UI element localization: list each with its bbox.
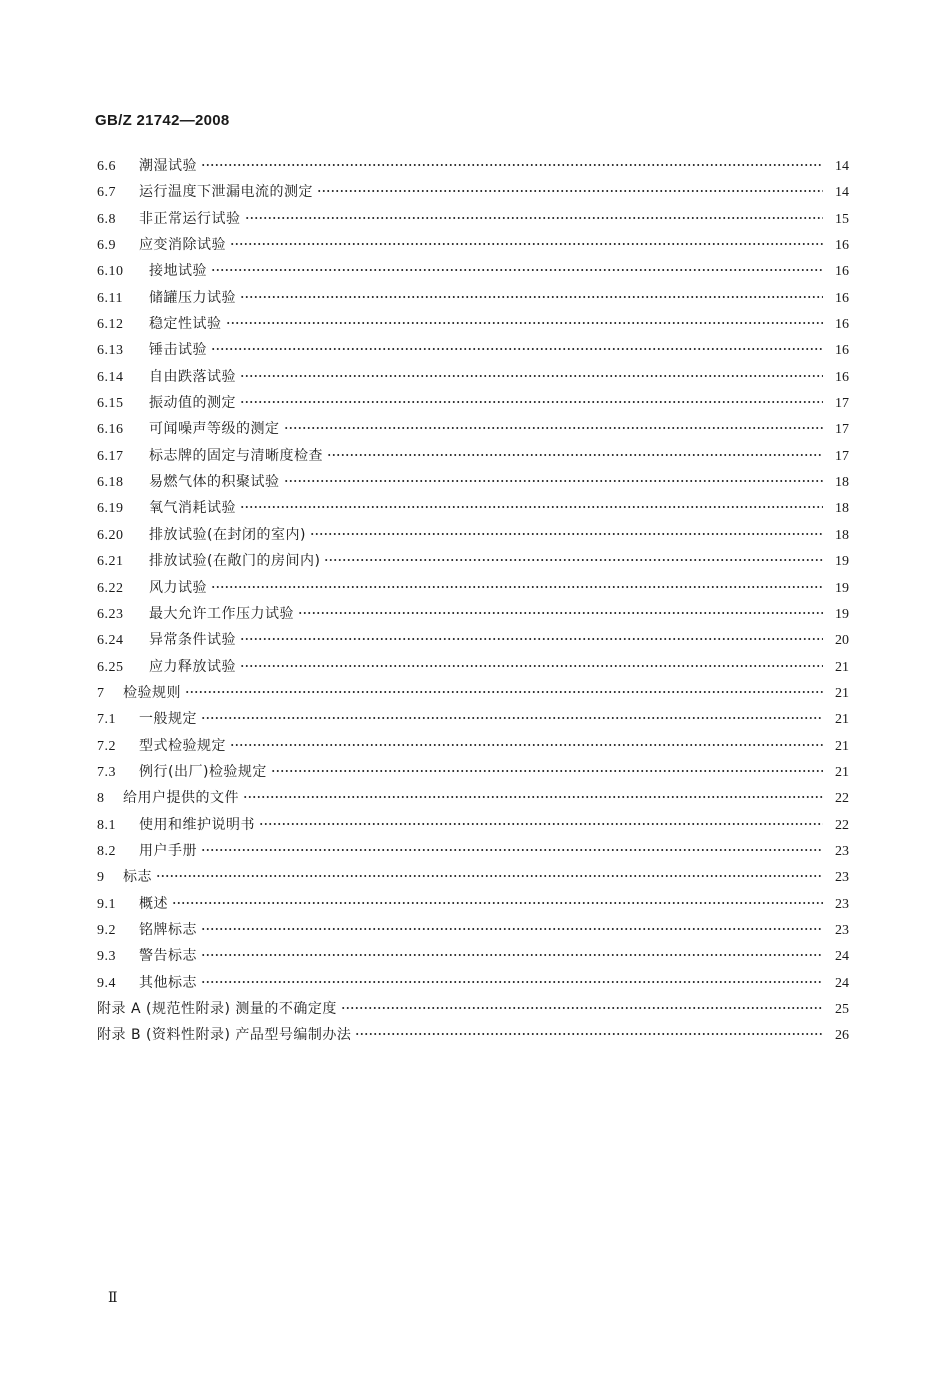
toc-entry-page: 25: [835, 1002, 849, 1017]
toc-entry-title: 可闻噪声等级的测定: [149, 421, 280, 438]
toc-entry-title: 排放试验(在敞门的房间内): [149, 553, 321, 570]
toc-entry-page: 23: [835, 922, 849, 938]
toc-entry-title: 附录 A (规范性附录) 测量的不确定度: [97, 1001, 337, 1017]
toc-entry-page: 16: [835, 369, 849, 385]
toc-entry-title: 一般规定: [139, 711, 197, 728]
toc-entry-number: 6.14: [97, 369, 124, 385]
toc-dot-leader: [245, 209, 824, 223]
toc-entry-page: 17: [835, 422, 849, 438]
toc-entry-number: 9: [97, 870, 105, 886]
toc-entry: [97, 235, 849, 261]
toc-entry-page: 18: [835, 475, 849, 491]
toc-entry: [97, 709, 849, 735]
toc-entry-page: 24: [835, 949, 849, 965]
toc-entry-page: 16: [835, 264, 849, 280]
toc-entry: [97, 1025, 849, 1051]
toc-entry-number: 7.2: [97, 738, 116, 754]
page-number: Ⅱ: [108, 1291, 118, 1306]
toc-entry-number: 6.15: [97, 396, 124, 412]
toc-dot-leader: [284, 419, 824, 433]
toc-dot-leader: [156, 867, 823, 881]
toc-dot-leader: [240, 498, 823, 512]
toc-entry-title: 例行(出厂)检验规定: [139, 763, 267, 780]
toc-dot-leader: [240, 630, 823, 644]
toc-entry-title: 运行温度下泄漏电流的测定: [139, 184, 313, 201]
toc-entry-number: 8.1: [97, 817, 116, 833]
toc-entry-number: 9.3: [97, 949, 116, 965]
toc-dot-leader: [201, 973, 823, 987]
toc-entry-page: 24: [835, 975, 849, 991]
toc-entry-page: 22: [835, 817, 849, 833]
toc-entry: [97, 973, 849, 999]
toc-dot-leader: [243, 788, 823, 802]
document-header: GB/Z 21742—2008: [95, 112, 230, 129]
toc-entry-number: 9.2: [97, 922, 116, 938]
toc-entry-page: 21: [835, 685, 849, 701]
toc-entry: [97, 551, 849, 577]
toc-dot-leader: [201, 920, 823, 934]
toc-dot-leader: [172, 894, 823, 908]
toc-entry: [97, 314, 849, 340]
toc-entry: [97, 867, 849, 893]
toc-entry: [97, 999, 849, 1025]
toc-dot-leader: [201, 946, 823, 960]
toc-entry-number: 6.19: [97, 501, 124, 517]
toc-entry: [97, 419, 849, 445]
toc-entry-title: 异常条件试验: [149, 632, 236, 649]
toc-entry: [97, 288, 849, 314]
toc-entry-title: 氧气消耗试验: [149, 500, 236, 517]
toc-entry-title: 潮湿试验: [139, 158, 197, 174]
toc-entry: [97, 182, 849, 208]
toc-entry-number: 6.12: [97, 317, 124, 333]
toc-entry-page: 16: [835, 290, 849, 306]
toc-entry-title: 铭牌标志: [139, 921, 197, 938]
toc-entry-number: 8: [97, 791, 105, 807]
toc-entry: [97, 657, 849, 683]
toc-entry-page: 16: [835, 343, 849, 359]
toc-entry-title: 应力释放试验: [149, 658, 236, 675]
toc-dot-leader: [201, 156, 823, 170]
toc-entry-number: 6.22: [97, 580, 124, 596]
toc-dot-leader: [317, 182, 823, 196]
toc-dot-leader: [240, 288, 823, 302]
toc-entry-number: 6.13: [97, 343, 124, 359]
toc-entry-title: 给用户提供的文件: [123, 790, 239, 807]
toc-entry-number: 7.1: [97, 712, 116, 728]
toc-entry-title: 排放试验(在封闭的室内): [149, 526, 306, 543]
toc-entry-title: 稳定性试验: [149, 316, 222, 333]
toc-entry-page: 26: [835, 1028, 849, 1044]
toc-dot-leader: [211, 261, 823, 275]
toc-entry-page: 18: [835, 527, 849, 543]
toc-entry-page: 23: [835, 870, 849, 886]
toc-entry-number: 6.20: [97, 527, 124, 543]
toc-entry-number: 6.7: [97, 185, 116, 201]
toc-entry: [97, 630, 849, 656]
toc-entry-page: 23: [835, 843, 849, 859]
toc-entry-page: 16: [835, 238, 849, 254]
toc-entry-title: 型式检验规定: [139, 737, 226, 754]
toc-entry: [97, 525, 849, 551]
toc-entry-title: 应变消除试验: [139, 237, 226, 254]
toc-entry: [97, 340, 849, 366]
toc-dot-leader: [201, 841, 823, 855]
toc-entry-page: 17: [835, 448, 849, 464]
toc-entry-number: 6.11: [97, 290, 123, 306]
toc-entry-page: 17: [835, 396, 849, 412]
toc-entry: [97, 367, 849, 393]
toc-entry-page: 23: [835, 896, 849, 912]
toc-entry-number: 6.16: [97, 422, 124, 438]
toc-entry-page: 20: [835, 633, 849, 649]
toc-entry-page: 21: [835, 659, 849, 675]
toc-dot-leader: [341, 999, 823, 1013]
toc-entry-number: 7: [97, 685, 105, 701]
toc-dot-leader: [259, 815, 823, 829]
toc-dot-leader: [298, 604, 823, 618]
toc-entry-page: 19: [835, 580, 849, 596]
toc-entry: [97, 472, 849, 498]
toc-entry-number: 6.8: [97, 211, 116, 227]
toc-entry-page: 21: [835, 738, 849, 754]
toc-entry: [97, 393, 849, 419]
toc-entry-title: 锤击试验: [149, 342, 207, 359]
toc-entry-number: 6.9: [97, 238, 116, 254]
toc-dot-leader: [240, 393, 823, 407]
toc-entry-title: 其他标志: [139, 974, 197, 991]
toc-dot-leader: [310, 525, 823, 539]
toc-entry: [97, 446, 849, 472]
toc-entry: [97, 920, 849, 946]
toc-entry-title: 警告标志: [139, 948, 197, 965]
toc-dot-leader: [211, 578, 823, 592]
toc-entry-page: 22: [835, 791, 849, 807]
toc-dot-leader: [230, 736, 823, 750]
toc-entry-number: 6.23: [97, 606, 124, 622]
toc-entry: [97, 894, 849, 920]
toc-dot-leader: [324, 551, 823, 565]
toc-entry: [97, 788, 849, 814]
toc-dot-leader: [284, 472, 824, 486]
toc-entry-page: 19: [835, 554, 849, 570]
toc-entry-number: 6.6: [97, 159, 116, 174]
toc-dot-leader: [230, 235, 823, 249]
toc-dot-leader: [201, 709, 823, 723]
table-of-contents: [97, 156, 849, 1052]
toc-entry-title: 标志牌的固定与清晰度检查: [149, 447, 323, 464]
toc-entry-page: 19: [835, 606, 849, 622]
toc-entry: [97, 946, 849, 972]
toc-dot-leader: [240, 657, 823, 671]
toc-entry-number: 6.17: [97, 448, 124, 464]
toc-entry-title: 用户手册: [139, 842, 197, 859]
toc-entry-title: 概述: [139, 895, 168, 912]
toc-entry: [97, 841, 849, 867]
toc-entry-title: 附录 B (资料性附录) 产品型号编制办法: [97, 1027, 352, 1044]
toc-entry-title: 自由跌落试验: [149, 368, 236, 385]
toc-entry-number: 6.25: [97, 659, 124, 675]
toc-dot-leader: [185, 683, 823, 697]
toc-entry-number: 8.2: [97, 843, 116, 859]
toc-entry: [97, 261, 849, 287]
toc-entry-title: 最大允许工作压力试验: [149, 605, 294, 622]
toc-entry: [97, 209, 849, 235]
toc-entry-number: 9.1: [97, 896, 116, 912]
toc-entry-number: 6.21: [97, 554, 124, 570]
toc-entry: [97, 604, 849, 630]
toc-entry-page: 15: [835, 211, 849, 227]
toc-entry-title: 风力试验: [149, 579, 207, 596]
toc-entry-title: 标志: [123, 869, 152, 886]
toc-dot-leader: [355, 1025, 823, 1039]
toc-entry-number: 9.4: [97, 975, 116, 991]
toc-entry: [97, 762, 849, 788]
toc-entry-page: 16: [835, 317, 849, 333]
toc-entry-title: 使用和维护说明书: [139, 816, 255, 833]
toc-entry-number: 6.10: [97, 264, 124, 280]
toc-entry-title: 储罐压力试验: [149, 289, 236, 306]
toc-dot-leader: [240, 367, 823, 381]
toc-entry: [97, 815, 849, 841]
toc-entry: [97, 498, 849, 524]
toc-dot-leader: [226, 314, 824, 328]
toc-entry-page: 18: [835, 501, 849, 517]
toc-entry-title: 易燃气体的积聚试验: [149, 474, 280, 491]
toc-dot-leader: [211, 340, 823, 354]
toc-entry: [97, 736, 849, 762]
toc-entry-title: 非正常运行试验: [139, 210, 241, 227]
toc-entry-page: 21: [835, 712, 849, 728]
toc-entry: [97, 578, 849, 604]
toc-entry-number: 6.24: [97, 633, 124, 649]
toc-entry-title: 检验规则: [123, 684, 181, 701]
toc-entry: [97, 683, 849, 709]
toc-dot-leader: [327, 446, 823, 460]
toc-dot-leader: [271, 762, 823, 776]
toc-entry-number: 6.18: [97, 475, 124, 491]
toc-entry: [97, 156, 849, 182]
toc-entry-number: 7.3: [97, 764, 116, 780]
toc-entry-title: 接地试验: [149, 263, 207, 280]
toc-entry-page: 14: [835, 185, 849, 201]
toc-entry-title: 振动值的测定: [149, 395, 236, 412]
toc-entry-page: 21: [835, 764, 849, 780]
toc-entry-page: 14: [835, 159, 849, 174]
